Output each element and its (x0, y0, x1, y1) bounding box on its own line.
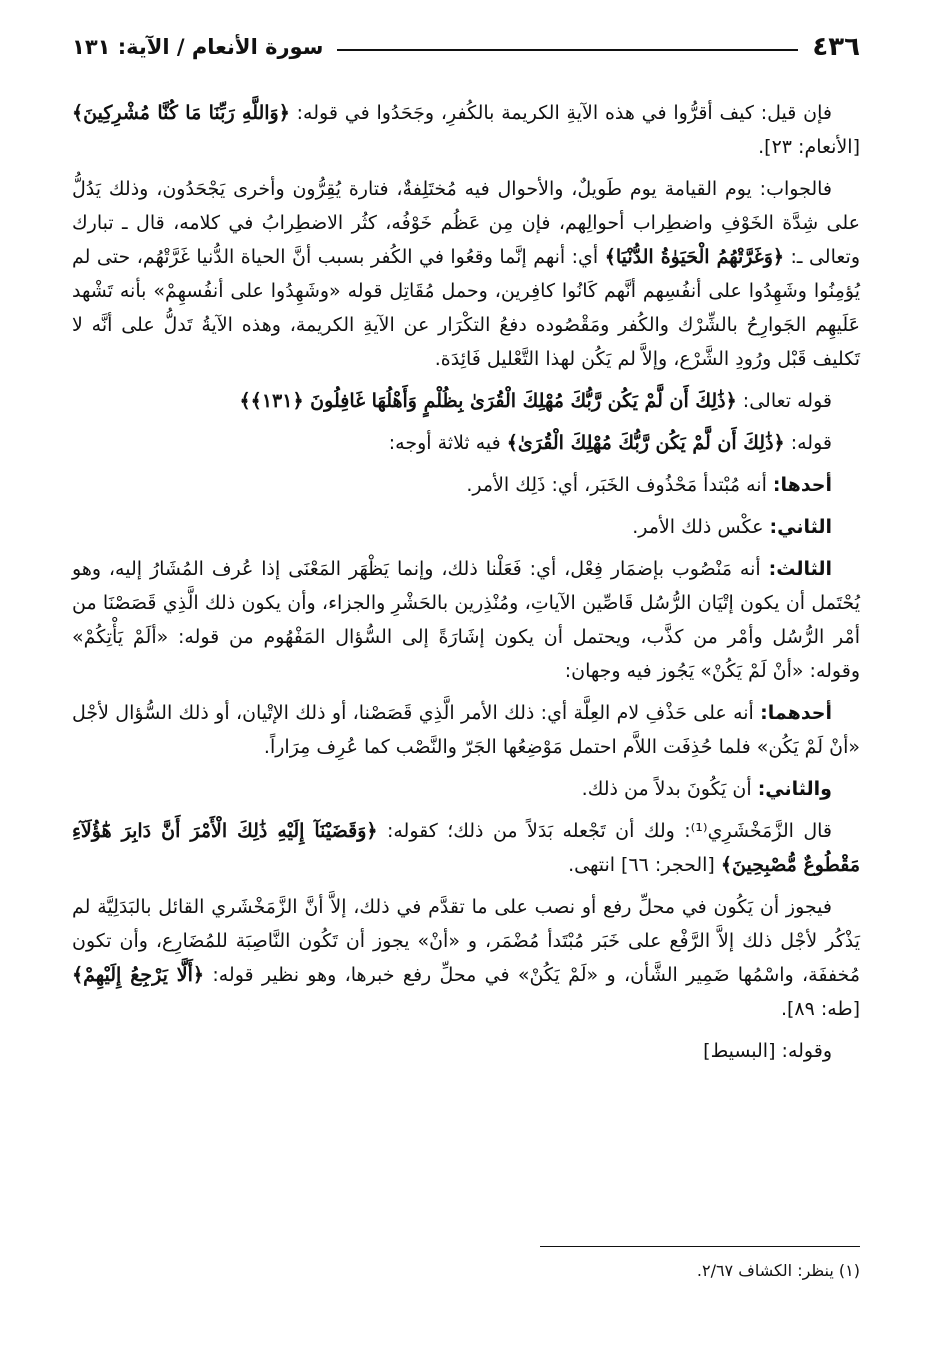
paragraph-p1 (72, 96, 860, 164)
footnotes (72, 1246, 860, 1280)
text-segment: أن يَكُونَ بدلاً من ذلك. (581, 778, 758, 800)
text-segment: عكْس ذلك الأمر. (632, 516, 770, 538)
paragraph-p3 (72, 384, 860, 418)
footnote-rule (540, 1246, 860, 1247)
section-label: والثاني: (757, 778, 832, 800)
paragraph-p8 (72, 696, 860, 764)
text-segment: فالجواب: يوم القيامة يوم طَويلٌ، والأحوال فيه مُختَلِفةٌ، فتارة يُقِرُّون وأخرى يَجْحَدُون، وذلك يَدُلُّ على شِدَّة الخَوْفِ واضطِراب أحوالِهم، فإن مِن عَظُم خَوْفُه، كثُر الاضطِرابُ في كلامه، قال ـ تبارك وتعالى ـ: (72, 178, 861, 268)
quran-verse: ﴿وَغَرَّتْهُمُ الْحَيَوٰةُ الدُّنْيَا﴾ (604, 246, 785, 268)
text-segment: فيجوز أن يَكُون في محلِّ رفع أو نصب على ما تقدَّم في ذلك، إلاَّ أنَّ الزَّمَخْشَري القائل بالبَدَلِيَّة لم يَذْكُر لأجْل ذلك إلاَّ الرَّفْع على خَبَر مُبْتَدأ مُضْمَر، و «أنْ» يجوز أن تَكُون النَّاصِبَة للمُضَارِع، وأن تكون مُخففَة، واسْمُها ضَمِير الشَّأن، و «لَمْ يَكُنْ» في محلِّ رفع خبرها، وهو نظير قوله: (72, 896, 860, 986)
text-segment: أنه مَنْصُوب بإضمَار فِعْل، أي: فَعَلْنا ذلك، وإنما يَظْهَر المَعْنَى إذا عُرف المُشَارُ إليه، وهو يُحْتَمل أن يكون إتْيَان الرُّسُل قَاصِّين الآياتِ، ومُنْذِرين بالحَشْرِ والجزاء، وأن يكون ذلك الَّذِي قَصَصْنَا من أمْر الرُّسُل وأمْر من كذَّب، ويحتمل أن يكون إشَارَةً إلى السُّؤال المَفْهُوم من قوله: «ألَمْ يَأْتِكُمْ» وقوله: «أنْ لَمْ يَكُنْ» يَجُوز فيه وجهان: (72, 558, 860, 682)
text-segment: أنه مُبْتدأ مَحْذُوف الخَبَر، أي: ذَلِك الأمر. (466, 474, 773, 496)
section-label: الثاني: (769, 516, 832, 538)
paragraph-p12 (72, 1034, 860, 1068)
quran-verse: ﴿أَلَّا يَرْجِعُ إِلَيْهِمْ﴾ (72, 964, 204, 986)
text-segment: أنه على حَذْفِ لام العِلَّة أي: ذلك الأمر الَّذِي قَصَصْنا، أو ذلك الإتْيان، أو ذلك السُّؤال لأجْل «أنْ لَمْ يَكُن» فلما حُذِفَت اللاَّم احتمل مَوْضِعُها الجَرّ والنَّصْب كما عُرِف مِرَاراً. (72, 702, 860, 758)
section-label: أحدها: (772, 474, 832, 496)
text-segment: قوله: (784, 432, 832, 454)
text-segment: [الأنعام: ٢٣]. (758, 136, 860, 158)
quran-verse: ﴿وَاللَّهِ رَبِّنَا مَا كُنَّا مُشْرِكِينَ﴾ (72, 102, 290, 124)
section-label: أحدهما: (760, 702, 832, 724)
page-header (72, 30, 860, 64)
quran-verse: ﴿ذَٰلِكَ أَن لَّمْ يَكُن رَّبُّكَ مُهْلِكَ الْقُرَىٰ بِظُلْمٍ وَأَهْلُهَا غَافِلُونَ ﴿١٣١﴾﴾ (239, 390, 737, 412)
text-segment: أي: أنهم إنَّما وقعُوا في الكُفر بسبب أنَّ الحياة الدُّنيا غَرَّتْهُم، حتى لم يُؤمِنُوا وشَهِدُوا على أنفُسِهم أنَّهم كَانُوا كافِرين، وحمل مُقَاتِل قوله «وشَهِدُوا على أنفُسهِمْ» بأنه تَشْهد عَلَيهِم الجَوارِحُ بالشِّرْك والكُفر ومَقْصُوده دفعُ التكْرَار عن الآيةِ الكريمة، وهذه الآيةُ تَدلُّ على أنَّه لا تَكليف قَبْل ورُودِ الشَّرْع، وإلاَّ لم يَكُن لهذا التَّعْليل فَائِدَة. (72, 246, 860, 370)
footnote-1: (١) ينظر: الكشاف ٢/٦٧. (696, 1261, 860, 1280)
text-segment: فيه ثلاثة أوجه: (388, 432, 507, 454)
page-number: ٤٣٦ (812, 32, 860, 62)
paragraph-p7 (72, 552, 860, 688)
paragraph-p4 (72, 426, 860, 460)
quran-verse: ﴿ذَٰلِكَ أَن لَّمْ يَكُن رَّبُّكَ مُهْلِكَ الْقُرَىٰ﴾ (506, 432, 785, 454)
paragraph-p6 (72, 510, 860, 544)
text-segment: وقوله: [البسيط] (703, 1040, 832, 1062)
section-label: الثالث: (768, 558, 832, 580)
text-segment: قوله تعالى: (736, 390, 832, 412)
header-rule (337, 49, 798, 51)
running-title: سورة الأنعام / الآية: ١٣١ (72, 35, 324, 59)
text-segment: [طه: ٨٩]. (780, 998, 860, 1020)
text-segment: فإن قيل: كيف أقرُّوا في هذه الآيةِ الكريمة بالكُفرِ، وجَحَدُوا في قوله: (289, 102, 832, 124)
quran-verse: ﴿وَقَضَيْنَآ إِلَيْهِ ذَٰلِكَ الْأَمْرَ أَنَّ دَابِرَ هَٰٓؤُلَآءِ مَقْطُوعٌ مُّصْبِحِينَ﴾ (72, 820, 860, 876)
text-segment: قال الزَّمَخْشَرِي⁽¹⁾: ولك أن تَجْعله بَدَلاً من ذلك؛ كقوله: (377, 820, 832, 842)
main-text (72, 96, 860, 1076)
paragraph-p5 (72, 468, 860, 502)
paragraph-p10 (72, 814, 860, 882)
text-segment: [الحجر: ٦٦] انتهى. (568, 854, 721, 876)
paragraph-p9 (72, 772, 860, 806)
paragraph-p2 (72, 172, 860, 376)
paragraph-p11 (72, 890, 860, 1026)
